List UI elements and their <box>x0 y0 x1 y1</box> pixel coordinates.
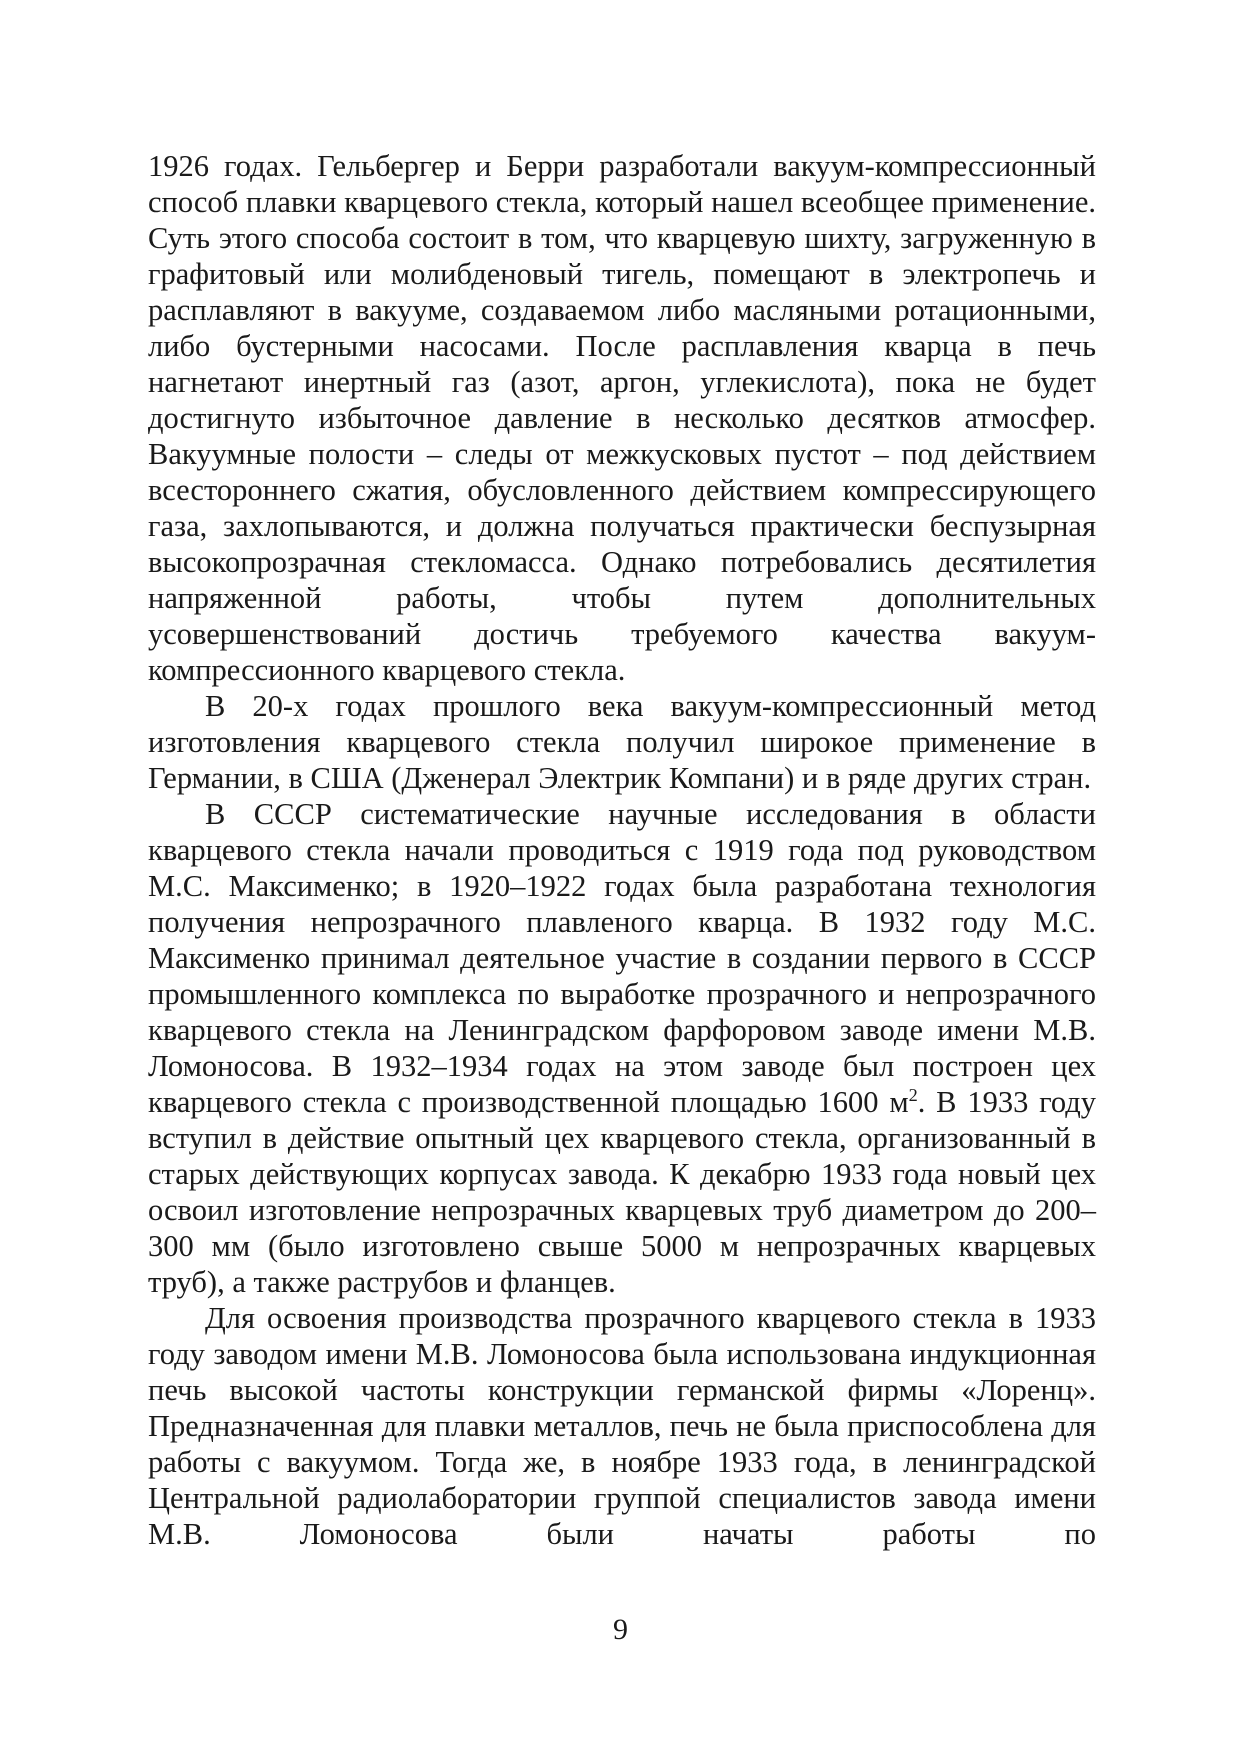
paragraph-3-text-after-superscript: . В 1933 году вступил в действие опытный цех кварцевого стекла, организованный в старых действующих корпусах завода. К декабрю 1933 года новый цех освоил изготовление непрозрачных кварцевых труб диаметром до 200–300 мм (было изготовлено свыше 5000 м непрозрачных кварцевых труб), а также раструбов и фланцев. <box>148 1085 1096 1299</box>
paragraph-4: Для освоения производства прозрачного кварцевого стекла в 1933 году заводом имени М.В. Ломоносова была использована индукционная печь высокой частоты конструкции германской фирмы «Лоренц». Предназначенная для плавки металлов, печь не была приспособлена для работы с вакуумом. Тогда же, в ноябре 1933 года, в ленинградской Центральной радиолаборатории группой специалистов завода имени М.В. Ломоносова были начаты работы по <box>148 1301 1096 1551</box>
paragraph-2: В 20-х годах прошлого века вакуум-компрессионный метод изготовления кварцевого стекла получил широкое применение в Германии, в США (Дженерал Электрик Компани) и в ряде других стран. <box>148 689 1096 795</box>
page-number: 9 <box>613 1613 628 1646</box>
paragraph-1: 1926 годах. Гельбергер и Берри разработали вакуум-компрессионный способ плавки кварцевого стекла, который нашел всеобщее применение. Суть этого способа состоит в том, что кварцевую шихту, загруженную в графитовый или молибденовый тигель, помещают в электропечь и расплавляют в вакууме, создаваемом либо масляными ротационными, либо бустерными насосами. После расплавления кварца в печь нагнетают инертный газ (азот, аргон, углекислота), пока не будет достигнуто избыточное давление в несколько десятков атмосфер. Вакуумные полости – следы от межкусковых пустот – под действием всестороннего сжатия, обусловленного действием компрессирующего газа, захлопываются, и должна получаться практически беспузырная высокопрозрачная стекломасса. Однако потребовались десятилетия напряженной работы, чтобы путем дополнительных усовершенствований достичь требуемого качества вакуум-компрессионного кварцевого стекла. <box>148 149 1096 687</box>
paragraph-3-text-before-superscript: В СССР систематические научные исследования в области кварцевого стекла начали проводиться с 1919 года под руководством М.С. Максименко; в 1920–1922 годах была разработана технология получения непрозрачного плавленого кварца. В 1932 году М.С. Максименко принимал деятельное участие в создании первого в СССР промышленного комплекса по выработке прозрачного и непрозрачного кварцевого стекла на Ленинградском фарфоровом заводе имени М.В. Ломоносова. В 1932–1934 годах на этом заводе был построен цех кварцевого стекла с производственной площадью 1600 м <box>148 797 1096 1119</box>
body-text <box>148 148 1096 1552</box>
superscript-square: 2 <box>908 1084 918 1105</box>
paragraph-3 <box>148 796 1096 1300</box>
